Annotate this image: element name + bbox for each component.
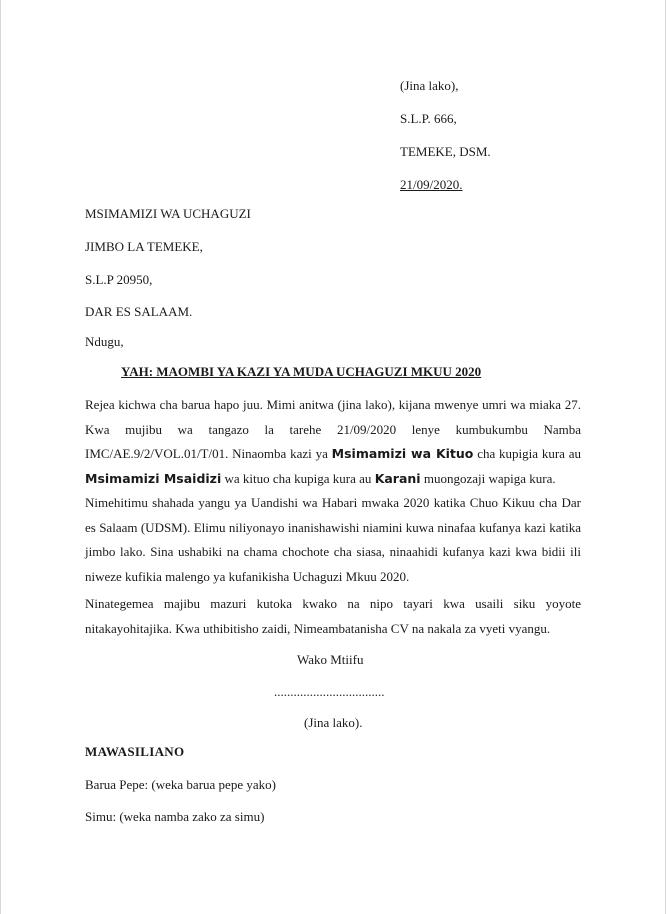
letter-date: 21/09/2020. (400, 177, 463, 192)
p1-text-1: Rejea kichwa cha barua hapo juu. Mimi anitwa (jina lako), kijana mwenye umri wa miaka 27. Kwa mujibu wa tangazo la tarehe 21/09/2020 lenye kumbukumbu Namba IMC/AE.9/2/VOL.01/T/01. Ninaomba kazi ya (85, 397, 581, 461)
contacts-heading: MAWASILIANO (85, 744, 185, 759)
signature-line: .................................. (274, 684, 385, 699)
p1-bold-assistant-supervisor: Msimamizi Msaidizi (85, 470, 222, 486)
recipient-city: DAR ES SALAAM. (85, 304, 193, 319)
p1-bold-station-supervisor: Msimamizi wa Kituo (331, 446, 474, 461)
sender-po-box: S.L.P. 666, (400, 111, 457, 126)
sender-location: TEMEKE, DSM. (400, 144, 491, 159)
recipient-po-box: S.L.P 20950, (85, 272, 153, 287)
contact-email: Barua Pepe: (weka barua pepe yako) (85, 777, 276, 792)
sender-name: (Jina lako), (400, 78, 459, 93)
p1-text-3: wa kituo cha kupiga kura au (221, 470, 375, 486)
p1-text-4: muongozaji wapiga kura. (420, 470, 556, 486)
signer-name: (Jina lako). (304, 715, 363, 730)
contact-phone: Simu: (weka namba zako za simu) (85, 809, 265, 824)
body-paragraph-2: Nimehitimu shahada yangu ya Uandishi wa Habari mwaka 2020 katika Chuo Kikuu cha Dar es Salaam (UDSM). Elimu niliyonayo inanishawishi niamini kuwa ninafaa kufanya kazi katika jimbo lako. Sina ushabiki na chama chochote cha siasa, ninaahidi kufanya kazi kwa bidii ili niweze kufikia malengo ya kufanikisha Uchaguzi Mkuu 2020. (85, 495, 581, 584)
subject-line: YAH: MAOMBI YA KAZI YA MUDA UCHAGUZI MKUU 2020 (121, 364, 482, 379)
salutation: Ndugu, (85, 334, 124, 349)
p1-bold-clerk: Karani (374, 470, 421, 486)
p1-text-2: cha kupigia kura au (473, 446, 582, 461)
sign-off: Wako Mtiifu (297, 652, 364, 667)
recipient-office: JIMBO LA TEMEKE, (85, 239, 203, 254)
body-paragraph-1 (85, 393, 581, 491)
body-paragraph-3: Ninategemea majibu mazuri kutoka kwako na nipo tayari kwa usaili siku yoyote nitakayohitajika. Kwa uthibitisho zaidi, Nimeambatanisha CV na nakala za vyeti vyangu. (85, 596, 581, 636)
recipient-title: MSIMAMIZI WA UCHAGUZI (85, 206, 251, 221)
